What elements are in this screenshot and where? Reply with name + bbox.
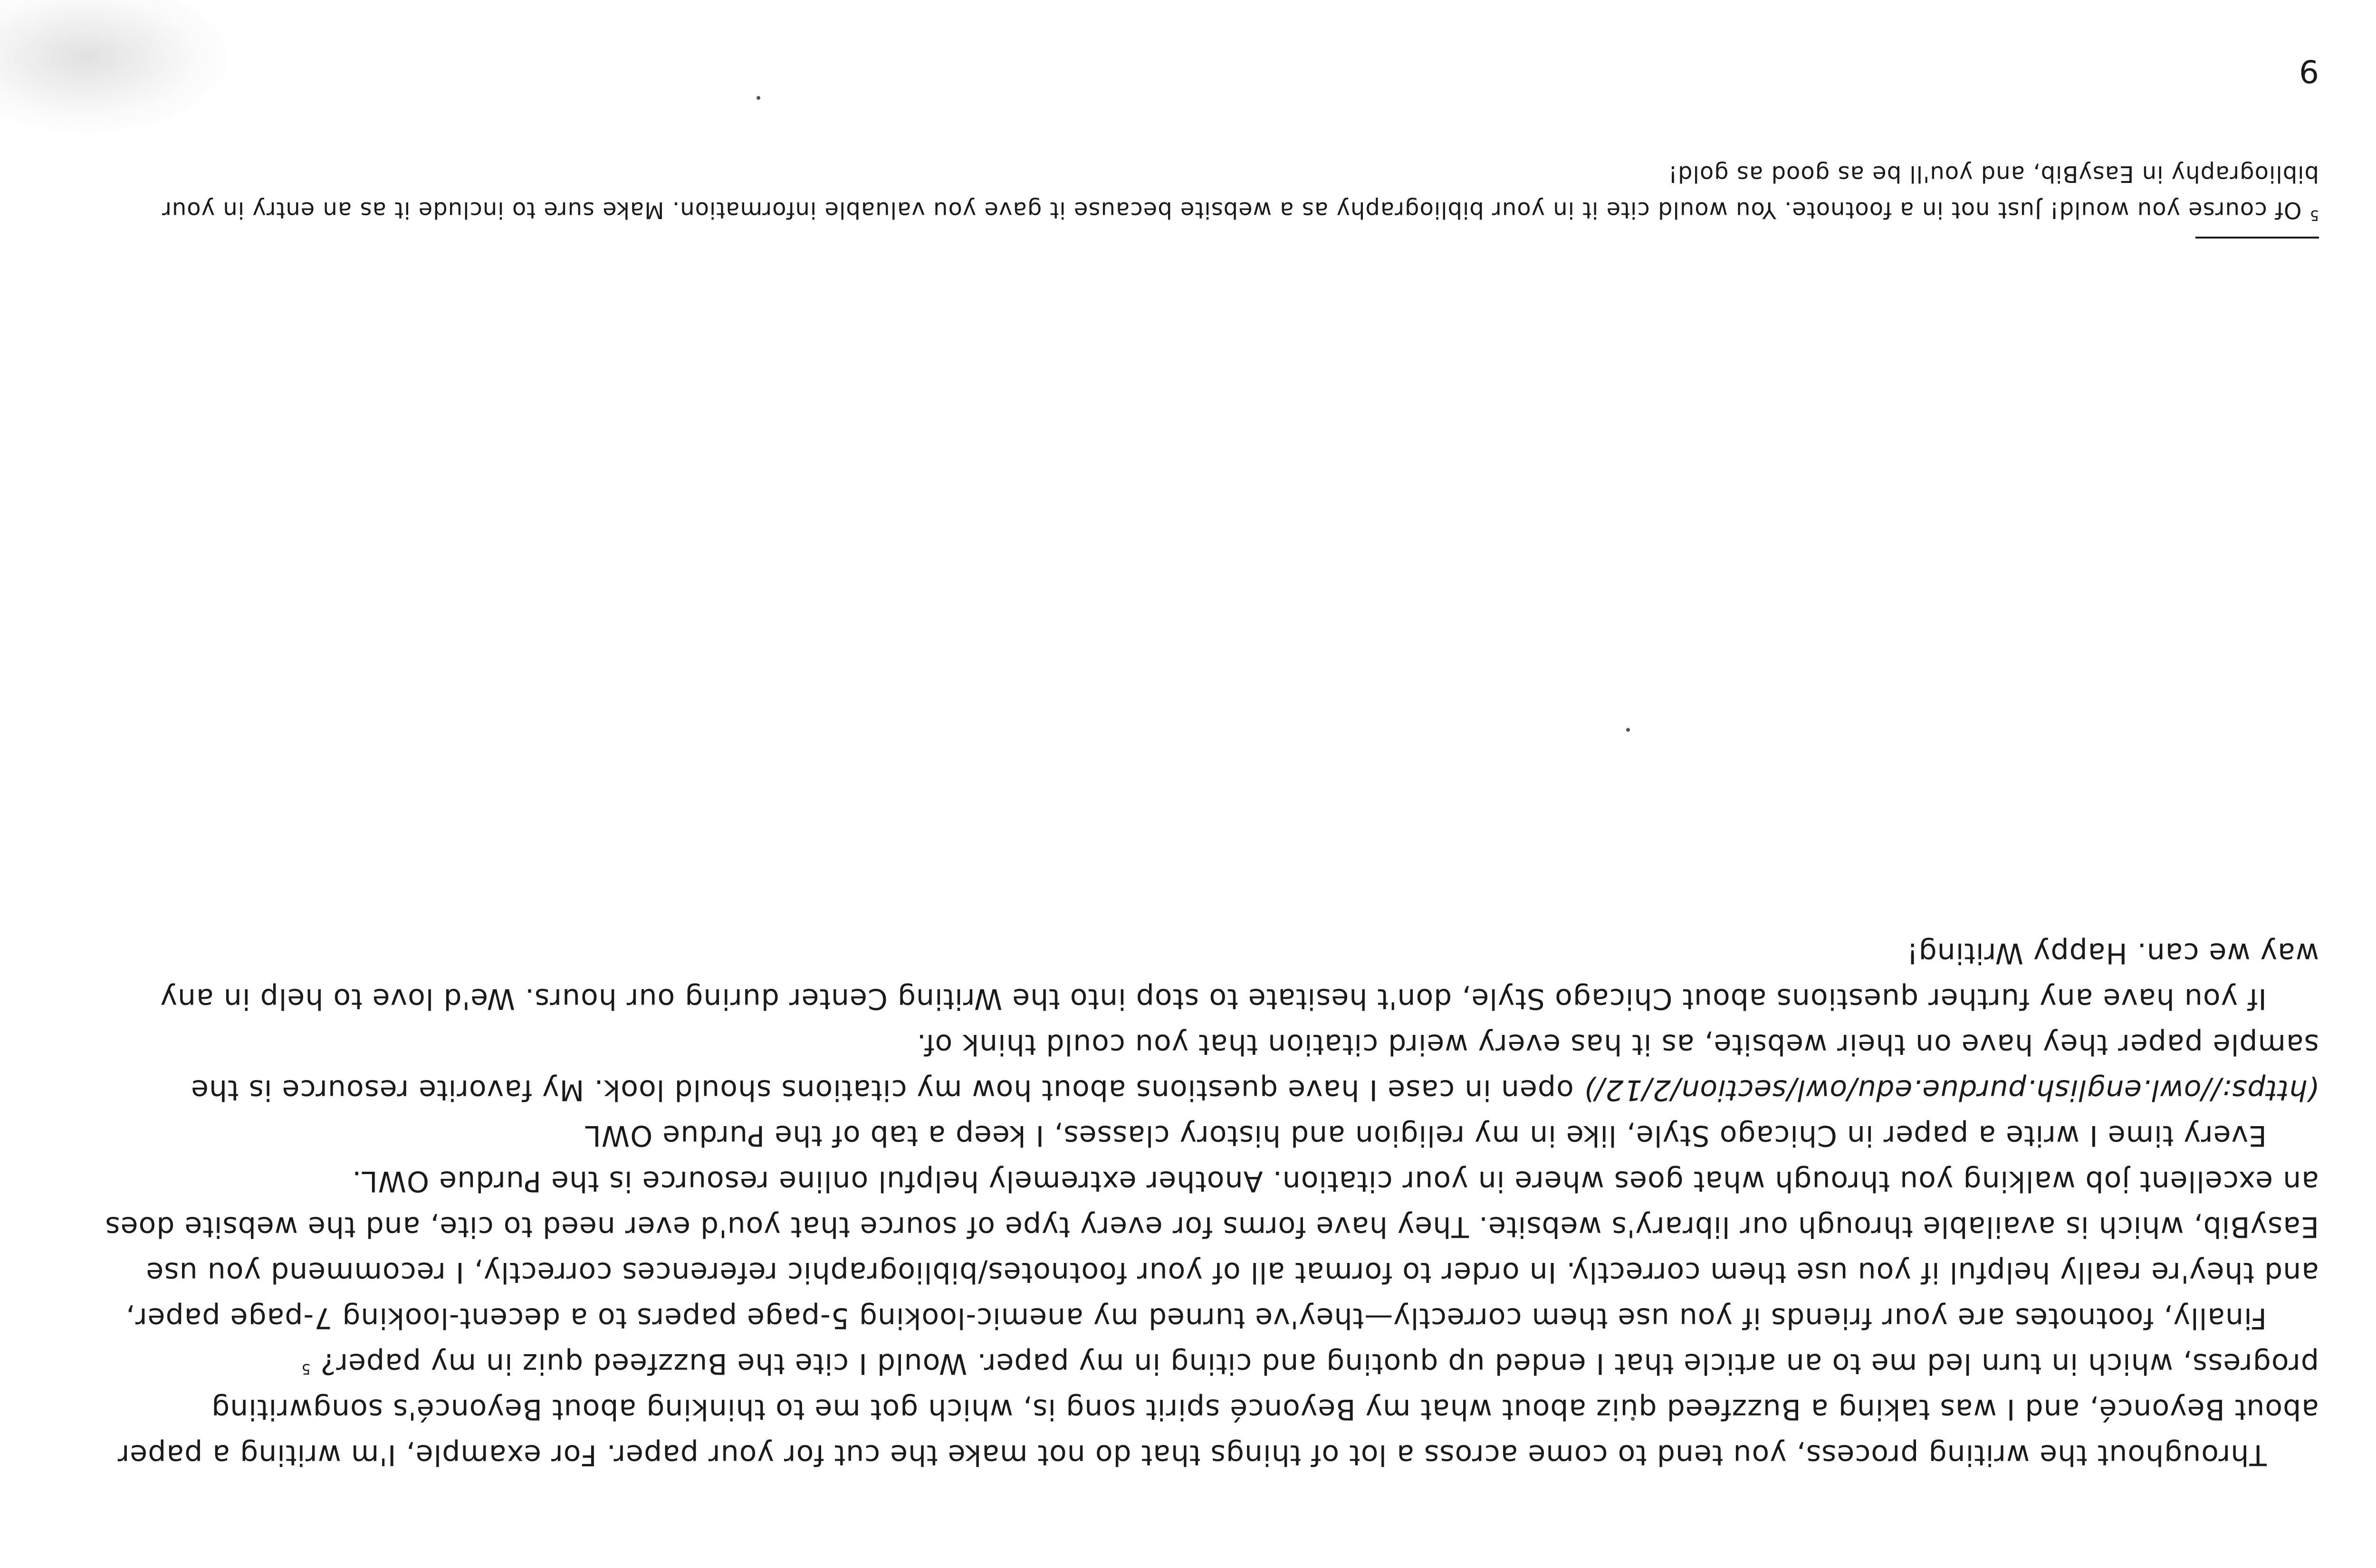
body-text [105, 930, 2319, 1478]
page-number: 9 [2299, 53, 2319, 89]
scan-speck [757, 96, 760, 100]
paragraph-3-end: open in case I have questions about how my citations should look. My favorite resource is the sample paper they have on their website, as it has every weird citation that you could think of. [191, 1028, 2319, 1107]
purdue-owl-url: (https://owl.english.purdue.edu/owl/section/2/12/) [1583, 1073, 2319, 1107]
paragraph-2: Finally, footnotes are your friends if you use them correctly—they've turned my anemic-looking 5-page papers to a decent-looking 7-page paper, and they're really helpful if you use them correctly. In order to format all of your footnotes/bibliographic references correctly, I recommend you use EasyBib, which is available through our library's website. They have forms for every type of source that you'd ever need to cite, and the website does an excellent job walking you through what goes where in your citation. Another extremely helpful online resource is the Purdue OWL. [105, 1165, 2319, 1335]
footnote-marker: 5 [2309, 207, 2319, 223]
footnote-divider [2195, 237, 2319, 239]
paragraph-1 [105, 1341, 2319, 1478]
scan-speck [1626, 728, 1630, 732]
footnote-text: Of course you would! Just not in a footnote. You would cite it in your bibliography as a website because it gave you valuable information. Make sure to include it as an entry in your bibliography in EasyBib, and you'll be as good as gold! [162, 161, 2319, 223]
paragraph-3 [105, 1022, 2319, 1158]
paragraph-4: If you have any further questions about Chicago Style, don't hesitate to stop into the Writing Center during our hours. We'd love to help in any way we can. Happy Writing! [160, 937, 2319, 1015]
paragraph-3-start: Every time I write a paper in Chicago Style, like in my religion and history classes, I keep a tab of the Purdue OWL [584, 1119, 2267, 1152]
footnote [114, 156, 2319, 228]
paragraph-1-text: Throughout the writing process, you tend to come across a lot of things that do not make the cut for your paper. For example, I'm writing a paper about Beyoncé, and I was taking a Buzzfeed quiz about what my Beyoncé spirit song is, which got me to thinking about Beyoncé's songwriting progress, which in turn led me to an article that I ended up quoting and citing in my paper. Would I cite the Buzzfeed quiz in my paper? [117, 1347, 2319, 1472]
scan-shadow [0, 0, 228, 133]
footnote-reference: 5 [301, 1360, 311, 1377]
